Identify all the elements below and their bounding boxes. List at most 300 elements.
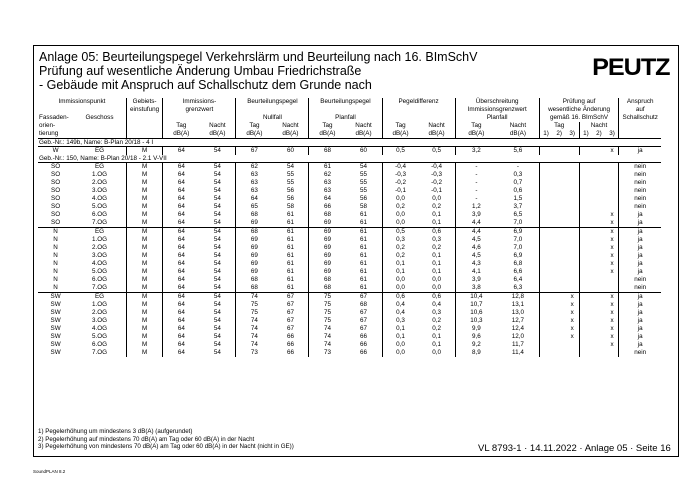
table-cell [539,244,552,252]
table-cell: N [38,228,73,237]
hdr-pruefung: Prüfung auf [539,98,619,106]
hdr-tag: Tag [455,122,497,130]
table-cell: 58 [286,203,294,211]
table-cell: - [516,163,519,171]
table-cell: nein [619,163,661,172]
table-cell: x [610,236,614,244]
table-cell: 0,2 [432,203,441,211]
group-header [38,155,661,163]
table-row [38,211,661,219]
table-cell [606,187,619,195]
hdr-unit: dB(A) [199,130,236,139]
table-cell: x [610,211,614,219]
table-cell: 64 [163,284,200,293]
table-cell: 54 [213,268,221,276]
table-cell: 4,3 [455,260,497,268]
table-cell: M [126,203,163,211]
table-cell: 4,4 [455,219,497,228]
document-reference: VL 8793-1 · 14.11.2022 · Anlage 05 · Seite 16 [478,443,671,454]
table-cell: 0,1 [432,252,441,260]
table-cell [553,317,566,325]
table-cell: x [610,147,614,155]
table-cell: 64 [163,163,200,172]
table-cell: 73 [236,349,273,357]
table-cell: 66 [360,333,368,341]
table-cell: 69 [236,268,273,276]
table-cell: 61 [346,228,383,237]
table-cell: 6,8 [513,260,523,268]
table-cell: 6,4 [513,276,523,284]
table-cell [539,325,552,333]
table-cell: 74 [309,333,346,341]
table-row [38,301,661,309]
table-cell: 54 [360,163,368,171]
table-row [38,293,661,302]
hdr-einstufung: einstufung [126,106,163,114]
table-cell: SW [50,341,61,349]
table-cell: 64 [163,236,200,244]
table-cell: 63 [309,179,346,187]
table-cell: -0,1 [382,187,419,195]
table-cell: 10,7 [455,301,497,309]
table-cell: 64 [163,276,200,284]
table-cell: 2.OG [91,179,108,187]
table-cell: 7,0 [513,219,523,227]
table-cell [579,187,592,195]
table-cell [579,236,592,244]
table-cell: 0,5 [382,147,419,156]
table-cell: 5.OG [91,333,108,341]
table-cell: M [126,179,163,187]
table-cell: 4,5 [455,236,497,244]
table-cell: 3,2 [455,147,497,156]
software-note: SoundPLAN 8.2 [33,469,66,474]
table-cell [579,317,592,325]
table-cell: 54 [213,284,221,292]
table-cell [606,349,619,357]
table-cell: 68 [236,284,273,293]
table-cell: 2.OG [91,244,108,252]
table-cell: 0,5 [382,228,419,237]
table-cell: M [126,284,163,293]
table-cell: 61 [360,219,368,227]
table-cell [539,301,552,309]
footnote-3: 3) Pegelerhöhung von mindestens 70 dB(A) am Tag oder 60 dB(A) in der Nacht (nicht in GE)) [38,443,294,450]
table-cell: SW [50,349,61,357]
table-cell: 64 [163,195,200,203]
table-cell: x [566,293,579,302]
table-cell [592,147,605,156]
table-cell: 0,2 [432,244,441,252]
table-cell: 61 [360,276,368,284]
table-cell: 69 [236,252,273,260]
table-cell [539,163,552,172]
table-cell [579,333,592,341]
table-cell: nein [619,203,661,211]
table-cell: 75 [309,301,346,309]
hdr-gemaess: gemäß 16. BImSchV [539,114,619,122]
table-cell: 61 [309,163,346,172]
table-cell: 64 [163,179,200,187]
table-cell: 1,2 [455,203,497,211]
table-cell [566,163,579,172]
table-cell: 54 [213,171,221,179]
group-label: Geb.-Nr.: 149b, Name: B-Plan 20/18 - 4 I [38,139,661,147]
table-cell: x [570,317,574,325]
table-row [38,244,661,252]
table-cell [592,341,605,349]
table-cell: M [126,211,163,219]
table-cell: 64 [163,325,200,333]
hdr-c1: 1) [579,130,592,139]
table-cell: 6.OG [91,341,108,349]
table-cell [592,284,605,293]
table-row [38,163,661,172]
table-cell [553,276,566,284]
table-cell: N [53,244,58,252]
table-cell [566,219,579,228]
table-cell: 69 [309,268,346,276]
table-cell [539,228,552,237]
table-cell: -0,3 [382,171,419,179]
table-cell [553,309,566,317]
hdr-auf: auf [619,106,661,114]
table-cell [579,219,592,228]
table-cell: 13,1 [511,301,525,309]
table-cell: 0,5 [432,147,441,155]
table-cell [539,333,552,341]
hdr-nacht: Nacht [509,122,527,129]
table-cell: ja [619,244,661,252]
table-cell: N [53,284,58,292]
table-cell: 56 [286,187,294,195]
table-cell: 61 [286,276,294,284]
hdr-nacht: Nacht [282,122,299,129]
table-cell [579,309,592,317]
table-cell: 0,3 [382,317,419,325]
table-cell: M [126,325,163,333]
table-cell: 68 [360,301,368,309]
table-cell: 0,0 [382,284,419,293]
table-cell: 3.OG [91,252,108,260]
hdr-unit: dB(A) [163,130,200,139]
table-cell [553,203,566,211]
table-cell: 68 [236,228,273,237]
table-cell: ja [619,252,661,260]
table-cell: -0,2 [382,179,419,187]
table-cell: 0,4 [382,301,419,309]
table-cell: 55 [286,171,294,179]
table-cell: 5,6 [513,147,523,155]
hdr-orien: orien- [39,122,56,129]
table-cell: 69 [236,244,273,252]
table-cell: M [126,317,163,325]
table-cell: ja [619,228,661,237]
table-cell [566,211,579,219]
table-row [38,317,661,325]
table-cell [566,252,579,260]
table-cell: 66 [286,341,294,349]
table-cell: 64 [163,349,200,357]
table-cell: 0,2 [382,252,419,260]
table-cell: 0,0 [382,195,419,203]
hdr-unit: dB(A) [236,130,273,139]
table-cell: 75 [236,309,273,317]
table-cell [592,219,605,228]
table-cell: 64 [163,147,200,156]
table-cell [553,244,566,252]
hdr-planfall-ue: Planfall [455,114,539,122]
table-cell [553,260,566,268]
table-cell [553,211,566,219]
table-cell: 63 [236,171,273,179]
table-cell: 74 [236,325,273,333]
table-cell [579,341,592,349]
table-cell [592,236,605,244]
table-cell: 0,0 [432,349,441,357]
table-cell: 61 [360,211,368,219]
table-cell: 67 [360,325,368,333]
table-row [38,284,661,293]
table-cell: 3,7 [513,203,523,211]
table-cell: - [455,171,497,179]
title-line-2: Prüfung auf wesentliche Änderung Umbau Friedrichstraße [39,64,362,78]
hdr-immissionspunkt: Immissionspunkt [58,98,106,105]
table-cell: 0,6 [419,228,456,237]
table-cell: 61 [286,244,294,252]
hdr-c2: 2) [592,130,605,139]
table-cell [566,147,579,156]
table-cell: 74 [309,341,346,349]
table-cell: 0,6 [513,187,523,195]
table-cell: 8,9 [455,349,497,357]
table-cell: ja [619,268,661,276]
table-cell: 68 [309,276,346,284]
table-cell: - [455,179,497,187]
hdr-planfall: Planfall [309,114,382,122]
group-label: Geb.-Nr.: 150, Name: B-Plan 20/18 - 2.1 V-VII [38,155,661,163]
table-cell [566,179,579,187]
table-cell [592,268,605,276]
table-cell: N [53,260,58,268]
table-cell: 54 [213,349,221,357]
table-cell: N [53,276,58,284]
table-cell: nein [619,171,661,179]
hdr-tierung: tierung [38,130,73,139]
table-cell: 0,3 [432,309,441,317]
table-cell: 0,3 [382,236,419,244]
table-cell [606,179,619,187]
table-cell: EG [94,147,105,155]
table-cell: 0,1 [432,268,441,276]
table-cell [539,309,552,317]
table-cell: 7.OG [91,284,108,292]
table-cell: 55 [286,179,294,187]
table-cell: 12,8 [497,293,539,302]
table-cell [579,260,592,268]
table-cell: M [126,228,163,237]
table-cell: 1.OG [91,171,108,179]
table-cell [539,276,552,284]
table-cell: M [126,349,163,357]
table-cell [579,179,592,187]
table-cell: 0,0 [432,276,441,284]
table-cell: ja [619,341,661,349]
table-cell: 12,7 [511,317,525,325]
table-cell: 68 [236,276,273,284]
table-cell: 6,9 [497,228,539,237]
table-cell: SO [51,187,61,195]
table-cell [606,195,619,203]
table-cell: M [126,187,163,195]
table-cell: ja [619,211,661,219]
table-cell: SO [51,203,61,211]
table-cell: M [126,195,163,203]
hdr-nacht: Nacht [428,122,445,129]
table-cell: 56 [360,195,368,203]
table-cell: 54 [213,147,221,155]
table-cell: x [610,260,614,268]
table-cell: 66 [309,203,346,211]
table-cell [566,260,579,268]
table-cell: 0,6 [419,293,456,302]
title-line-1: Anlage 05: Beurteilungspegel Verkehrslärm und Beurteilung nach 16. BImSchV [39,50,478,64]
table-cell: ja [619,309,661,317]
table-cell: 73 [309,349,346,357]
table-cell [553,325,566,333]
table-cell: 64 [163,171,200,179]
table-cell [553,293,566,302]
table-cell [539,219,552,228]
table-cell [566,341,579,349]
table-cell: 64 [163,301,200,309]
table-cell: x [610,333,614,341]
table-cell [579,268,592,276]
table-cell: 54 [213,179,221,187]
hdr-immissionsgrenzwert: Immissionsgrenzwert [455,106,539,114]
table-row [38,203,661,211]
table-cell: -0,3 [431,171,442,179]
table-cell: 67 [286,317,294,325]
table-cell: 0,7 [513,179,523,187]
table-cell: 3,9 [455,276,497,284]
table-cell: 61 [272,228,309,237]
hdr-unit: dB(A) [419,130,456,139]
table-cell: 64 [163,244,200,252]
hdr-immissions: Immissions- [163,98,236,106]
table-cell [553,195,566,203]
table-cell: 69 [309,252,346,260]
table-cell: 7.OG [91,349,108,357]
table-cell: 0,1 [382,268,419,276]
table-cell: W [52,147,59,155]
table-cell [553,236,566,244]
table-cell: 3,9 [455,211,497,219]
table-cell [579,293,592,302]
table-cell: 0,0 [382,349,419,357]
table-cell: 64 [163,219,200,228]
table-cell: 0,0 [432,284,441,292]
table-cell: 55 [360,187,368,195]
table-row [38,252,661,260]
hdr-tag: Tag [163,122,200,130]
table-cell [606,163,619,172]
table-cell [553,349,566,357]
table-cell: 64 [163,317,200,325]
footnote-1: 1) Pegelerhöhung um mindestens 3 dB(A) (aufgerundet) [38,428,193,435]
table-cell [553,171,566,179]
table-cell: 75 [309,309,346,317]
table-cell: 55 [360,171,368,179]
table-cell [539,187,552,195]
table-cell [579,147,592,156]
table-cell: 64 [236,195,273,203]
table-cell: 5.OG [91,203,108,211]
table-cell [579,244,592,252]
table-cell: x [610,309,614,317]
table-cell: 68 [309,147,346,156]
peutz-logo: PEUTZ [592,54,670,81]
hdr-unit: dB(A) [346,130,383,139]
table-cell: x [610,325,614,333]
table-row [38,268,661,276]
hdr-nacht: Nacht [355,122,372,129]
table-cell: 6,3 [513,284,523,292]
table-cell: 64 [163,252,200,260]
table-cell: -0,2 [431,179,442,187]
table-cell: 54 [213,317,221,325]
table-cell: 10,3 [455,317,497,325]
table-cell [539,147,552,156]
table-cell: 75 [309,317,346,325]
table-cell: SO [51,171,61,179]
table-cell: x [610,341,614,349]
table-cell [606,284,619,293]
table-cell: x [570,325,574,333]
table-cell [539,341,552,349]
table-cell [539,268,552,276]
hdr-c3: 3) [606,130,619,139]
table-cell [579,203,592,211]
hdr-wesentliche: wesentliche Änderung [539,106,619,114]
table-cell: x [570,333,574,341]
table-cell [539,260,552,268]
table-cell: 54 [213,244,221,252]
table-cell [566,236,579,244]
table-cell: 0,0 [382,276,419,284]
table-cell: 3.OG [91,187,108,195]
table-cell: 67 [346,293,383,302]
table-cell: 64 [163,203,200,211]
table-cell: nein [619,195,661,203]
table-cell: 74 [236,341,273,349]
table-cell [553,187,566,195]
table-cell [566,187,579,195]
table-cell: 69 [309,219,346,228]
table-cell: 0,0 [432,195,441,203]
table-cell: 0,2 [382,203,419,211]
table-cell [566,284,579,293]
table-cell [553,147,566,156]
table-cell [579,301,592,309]
table-cell: SW [38,293,73,302]
table-cell: 62 [236,163,273,172]
table-cell: 2.OG [91,309,108,317]
table-cell [579,211,592,219]
table-cell: 4,1 [455,268,497,276]
table-cell [592,187,605,195]
table-cell: 54 [213,252,221,260]
